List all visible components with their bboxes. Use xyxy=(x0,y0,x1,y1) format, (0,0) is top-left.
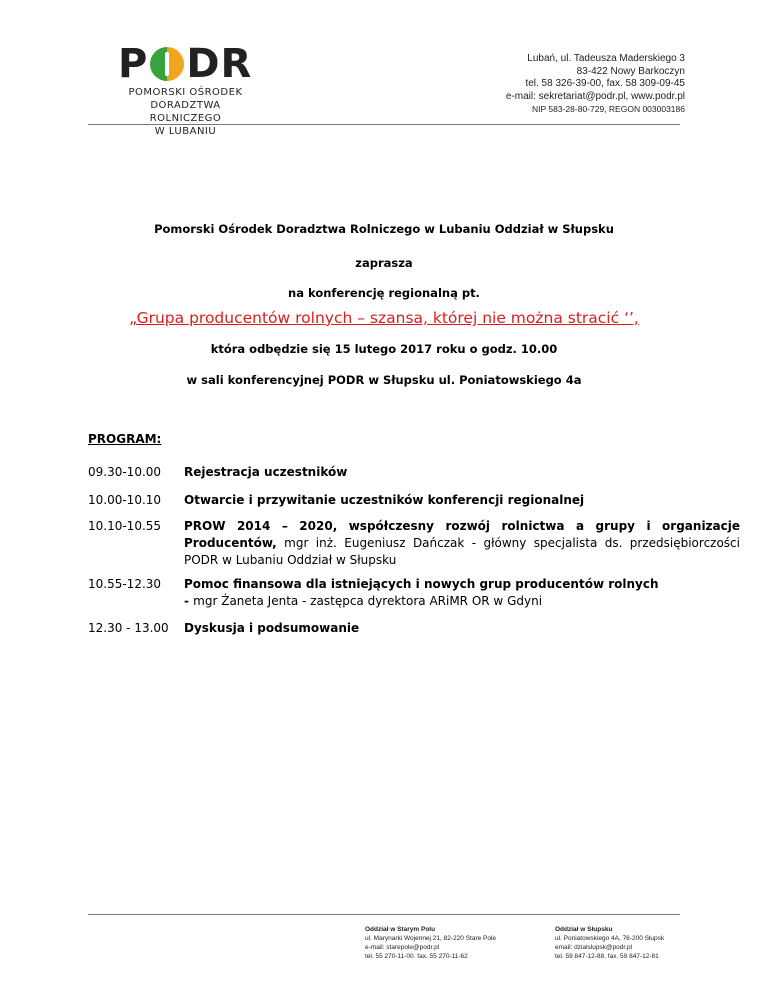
program-title-cont: Producentów, xyxy=(184,536,277,550)
program-heading: PROGRAM: xyxy=(88,432,162,446)
invite-conference: na konferencję regionalną pt. xyxy=(288,286,480,300)
invite-zaprasza: zaprasza xyxy=(355,256,413,270)
logo-sub-line: DORADZTWA ROLNICZEGO xyxy=(149,100,222,124)
footer-divider xyxy=(88,914,680,915)
logo-letter-r: R xyxy=(220,41,253,87)
footer-branch-slupsk xyxy=(555,925,664,961)
footer-branch-stare-pole xyxy=(365,925,496,961)
footer-line: e-mail: starepole@podr.pl xyxy=(365,944,440,951)
logo-letter-p: P xyxy=(118,41,149,87)
header-address xyxy=(506,53,685,116)
address-line: tel. 58 326-39-00, fax. 58 309-09-45 xyxy=(525,78,685,89)
footer-branch-heading: Oddział w Słupsku xyxy=(555,926,613,933)
program-title: PROW 2014 – 2020, współczesny rozwój rolnictwa a grupy i organizacje xyxy=(184,519,740,533)
logo-sub-line: POMORSKI OŚRODEK xyxy=(128,87,243,98)
program-dash: - xyxy=(184,594,194,608)
program-time: 10.00-10.10 xyxy=(88,493,162,507)
footer-line: ul. Marynarki Wojennej 21, 82-220 Stare Pole xyxy=(365,935,497,942)
program-time: 10.10-10.55 xyxy=(88,519,162,533)
footer-line: ul. Poniatowskiego 4A, 76-200 Słupsk xyxy=(555,935,665,942)
program-speaker: mgr Żaneta Jenta - zastępca dyrektora ARiMR OR w Gdyni xyxy=(193,594,543,608)
invite-org: Pomorski Ośrodek Doradztwa Rolniczego w Lubaniu Oddział w Słupsku xyxy=(154,222,614,236)
program-description xyxy=(184,518,740,569)
address-line: Lubań, ul. Tadeusza Maderskiego 3 xyxy=(527,53,685,64)
program-time: 09.30-10.00 xyxy=(88,465,162,479)
address-line: e-mail: sekretariat@podr.pl, www.podr.pl xyxy=(505,90,685,102)
program-title: Dyskusja i podsumowanie xyxy=(184,621,360,635)
address-line: 83-422 Nowy Barkoczyn xyxy=(576,65,685,77)
invite-place: w sali konferencyjnej PODR w Słupsku ul. Poniatowskiego 4a xyxy=(186,373,582,387)
logo-wordmark xyxy=(118,41,253,87)
program-speaker: mgr inż. Eugeniusz Dańczak - główny specjalista ds. przedsiębiorczości PODR w Lubaniu Oddział w Słupsku xyxy=(184,536,740,567)
logo-leaf-icon xyxy=(150,47,184,81)
logo-sub-line: W LUBANIU xyxy=(154,126,217,137)
program-title: Otwarcie i przywitanie uczestników konferencji regionalnej xyxy=(184,493,585,507)
conference-title: „Grupa producentów rolnych – szansa, której nie można stracić ‘’, xyxy=(129,309,639,327)
program-time: 10.55-12.30 xyxy=(88,577,162,591)
program-title: Pomoc finansowa dla istniejących i nowych grup producentów rolnych xyxy=(184,577,659,591)
program-description xyxy=(184,576,740,610)
footer-line: tel. 55 270-11-00. fax. 55 270-11-62 xyxy=(365,953,468,960)
footer-line: email: dzialslupsk@podr.pl xyxy=(555,944,633,951)
footer-line: tel. 59 847-12-88, fax. 59 847-12-81 xyxy=(555,953,659,960)
conference-title-wrap xyxy=(0,309,768,327)
header-divider xyxy=(88,124,680,125)
invite-date: która odbędzie się 15 lutego 2017 roku o godz. 10.00 xyxy=(210,342,558,356)
logo-letter-d: D xyxy=(186,41,221,87)
footer-branch-heading: Oddział w Starym Polu xyxy=(365,926,436,933)
address-line: NIP 583-28-80-729, REGON 003003186 xyxy=(532,104,685,114)
program-title: Rejestracja uczestników xyxy=(184,465,348,479)
logo-subtitle xyxy=(118,86,253,138)
program-time: 12.30 - 13.00 xyxy=(88,621,169,635)
